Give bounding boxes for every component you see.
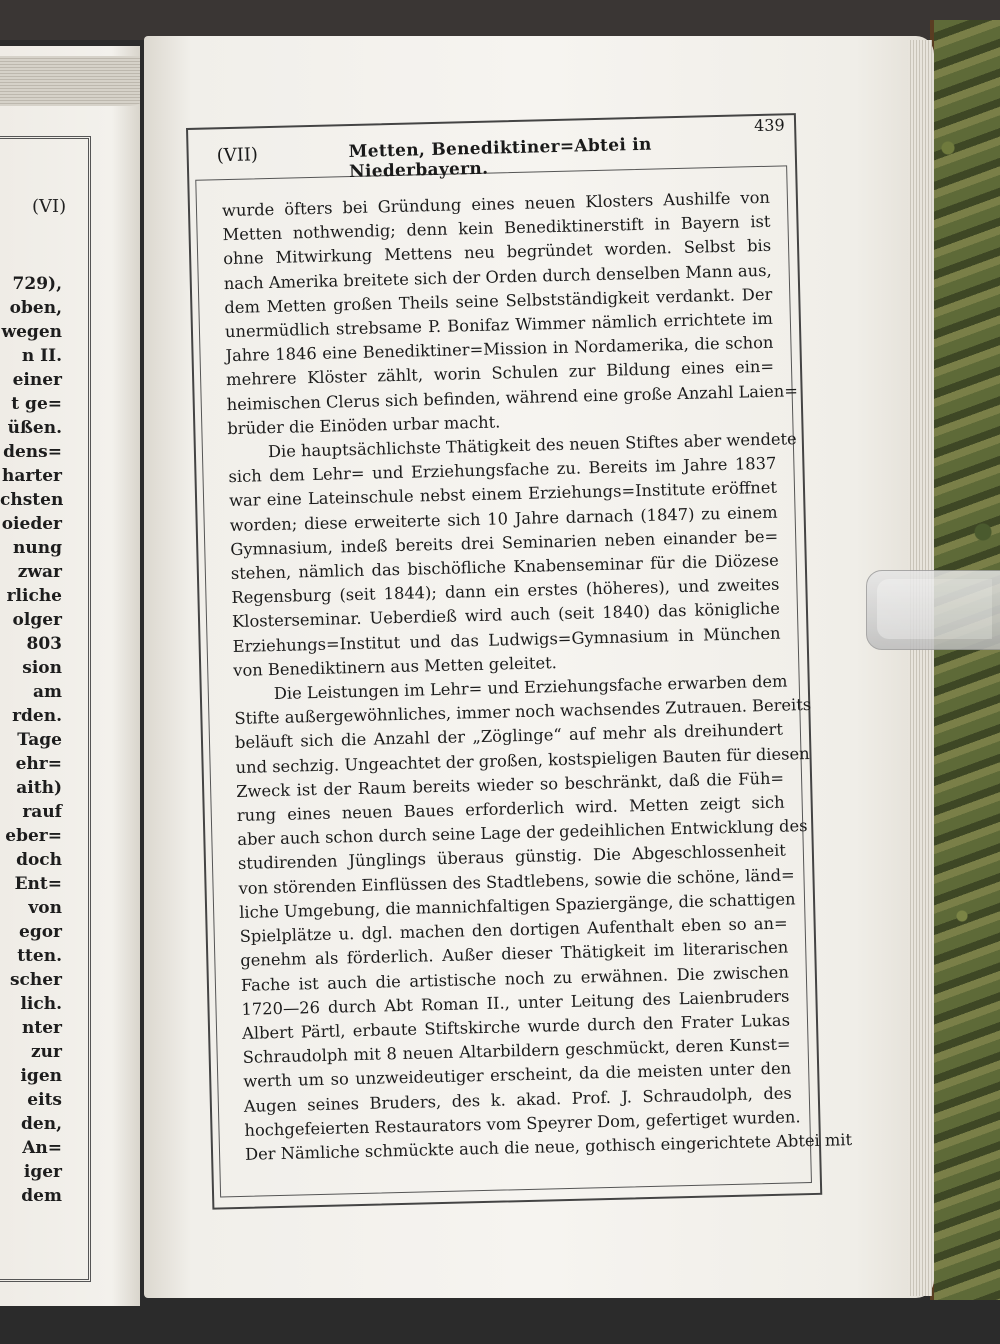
text-line: rung eines neuen Baues erforderlich wird. Metten zeigt sich — [236, 792, 785, 826]
left-line: iger — [23, 1162, 62, 1182]
background-top — [0, 0, 1000, 40]
left-line: sion — [22, 658, 62, 678]
left-line: doch — [16, 850, 62, 870]
left-line: olger — [12, 610, 62, 630]
text-line: beläuft sich die Anzahl der „Zöglinge“ auf mehr als dreihundert — [234, 720, 784, 753]
left-line: Ent= — [14, 874, 62, 894]
book-cover-binding — [930, 20, 1000, 1300]
text-line: unermüdlich strebsame P. Bonifaz Wimmer nämlich errichtete im — [224, 308, 774, 342]
left-line: nter — [22, 1018, 62, 1038]
text-line: Stifte außergewöhnliches, immer noch wachsendes Zutrauen. Bereits — [234, 695, 812, 729]
left-line: chsten — [0, 490, 64, 510]
left-line: aith) — [16, 778, 62, 798]
page-clip — [866, 570, 1000, 650]
text-line: Spielplätze u. dgl. machen den dortigen Aufenthalt eben so an= — [239, 913, 788, 947]
left-line: n II. — [21, 346, 62, 366]
left-line: wegen — [1, 322, 62, 342]
text-line: ohne Mitwirkung Mettens neu begründet worden. Selbst bis — [222, 236, 772, 269]
left-line: scher — [9, 970, 62, 990]
text-line: liche Umgebung, die mannichfaltigen Spaziergänge, die schattigen — [238, 889, 796, 922]
left-page-edge-stack — [0, 56, 140, 106]
text-line: Schraudolph mit 8 neuen Altarbildern geschmückt, deren Kunst= — [242, 1034, 791, 1067]
text-line: stehen, nämlich das bischöfliche Knabenseminar für die Diözese — [230, 550, 779, 584]
text-line: dem Metten großen Theils seine Selbstständigkeit verdankt. Der — [224, 284, 773, 317]
section-label: (VII) — [216, 144, 259, 167]
left-line: rauf — [22, 802, 62, 822]
text-line: nach Amerika breitete sich der Orden durch denselben Mann aus, — [223, 260, 772, 293]
left-line: dem — [21, 1186, 62, 1206]
text-line: Die Leistungen im Lehr= und Erziehungsfache erwarben dem — [273, 671, 788, 704]
text-line: und sechzig. Ungeachtet der großen, kostspieligen Bauten für diesen — [235, 743, 810, 777]
body-text — [221, 186, 853, 1167]
left-line: harter — [2, 466, 62, 486]
text-line: worden; diese erweiterte sich 10 Jahre darnach (1847) zu einem — [229, 502, 778, 535]
left-line: üßen. — [7, 418, 62, 438]
running-title: Metten, Benediktiner=Abtei in Niederbayern. — [348, 134, 652, 183]
left-line: Tage — [17, 730, 62, 750]
text-line: sich dem Lehr= und Erziehungsfache zu. Bereits im Jahre 1837 — [228, 453, 777, 487]
text-line: mehrere Klöster zählt, worin Schulen zur Bildung eines ein= — [225, 357, 775, 390]
printed-area — [186, 113, 853, 1210]
left-line: lich. — [20, 994, 62, 1014]
left-line: tten. — [17, 946, 62, 966]
left-line: rliche — [6, 586, 62, 606]
text-line: Klosterseminar. Ueberdieß wird auch (seit 1840) das königliche — [231, 599, 781, 632]
left-line: 803 — [26, 634, 62, 654]
text-line: 1720—26 durch Abt Roman II., unter Leitung des Laienbruders — [241, 986, 790, 1019]
text-line: Zweck ist der Raum bereits wieder so beschränkt, daß die Füh= — [235, 768, 785, 801]
left-line: eber= — [5, 826, 62, 846]
text-line: genehm als förderlich. Außer dieser Thätigkeit im literarischen — [240, 937, 789, 971]
left-line: ehr= — [15, 754, 62, 774]
left-line: zwar — [17, 562, 62, 582]
page-number: 439 — [753, 115, 785, 136]
text-line: Die hauptsächlichste Thätigkeit des neuen Stiftes aber wendete — [267, 429, 797, 462]
left-line: eits — [27, 1090, 62, 1110]
text-line: hochgefeierten Restaurators vom Speyrer Dom, gefertiget wurden. — [244, 1107, 801, 1140]
text-line: werth um so unzweideutiger erscheint, da die meisten unter den — [243, 1058, 792, 1092]
text-line: Gymnasium, indeß bereits drei Seminarien neben einander be= — [230, 526, 779, 559]
text-line: heimischen Clerus sich befinden, während eine große Anzahl Laien= — [226, 380, 799, 414]
text-line: von störenden Einflüssen des Stadtlebens, sowie die schöne, länd= — [238, 865, 795, 898]
left-section-label: (VI) — [32, 196, 67, 217]
left-line: den, — [21, 1114, 62, 1134]
clip-highlight — [877, 579, 992, 639]
left-line: An= — [22, 1138, 62, 1158]
text-line: Erziehungs=Institut und das Ludwigs=Gymnasium in München — [232, 623, 781, 656]
text-line: studirenden Jünglings überaus günstig. Die Abgeschlossenheit — [237, 841, 787, 874]
left-line: t ge= — [11, 394, 62, 414]
left-line: egor — [19, 922, 62, 942]
left-line: rden. — [12, 706, 62, 726]
page-edges — [908, 40, 932, 1296]
left-line: nung — [13, 538, 62, 558]
left-line: zur — [31, 1042, 62, 1062]
left-line: 729), — [12, 274, 62, 294]
left-line: igen — [20, 1066, 62, 1086]
left-line: oieder — [1, 514, 62, 534]
text-line: Metten nothwendig; denn kein Benediktinerstift in Bayern ist — [222, 211, 771, 245]
left-page — [0, 46, 140, 1306]
left-line: einer — [12, 370, 62, 390]
text-line: Regensburg (seit 1844); dann ein erstes (höheres), und zweites — [231, 574, 780, 608]
text-line: Der Nämliche schmückte auch die neue, gothisch eingerichtete Abtei mit — [244, 1129, 853, 1164]
text-line: von Benediktinern aus Metten geleitet. — [233, 652, 558, 680]
text-line: aber auch schon durch seine Lage der gedeihlichen Entwicklung des — [237, 816, 808, 850]
left-line: oben, — [9, 298, 62, 318]
text-line: brüder die Einöden urbar macht. — [227, 412, 501, 438]
text-line: Fache ist auch die artistische noch zu erwähnen. Die zwischen — [240, 962, 790, 995]
text-line: wurde öfters bei Gründung eines neuen Klosters Aushilfe von — [221, 187, 771, 221]
text-line: Jahre 1846 eine Benediktiner=Mission in Nordamerika, die schon — [225, 332, 774, 366]
left-line: dens= — [3, 442, 62, 462]
text-line: war eine Lateinschule nebst einem Erziehungs=Institute eröffnet — [228, 478, 778, 511]
left-line: von — [28, 898, 62, 918]
left-page-text — [0, 272, 62, 1208]
text-line: Albert Pärtl, erbaute Stiftskirche wurde durch den Frater Lukas — [241, 1010, 791, 1043]
text-line: Augen seines Bruders, des k. akad. Prof. J. Schraudolph, des — [243, 1083, 792, 1116]
left-line: am — [32, 682, 62, 702]
